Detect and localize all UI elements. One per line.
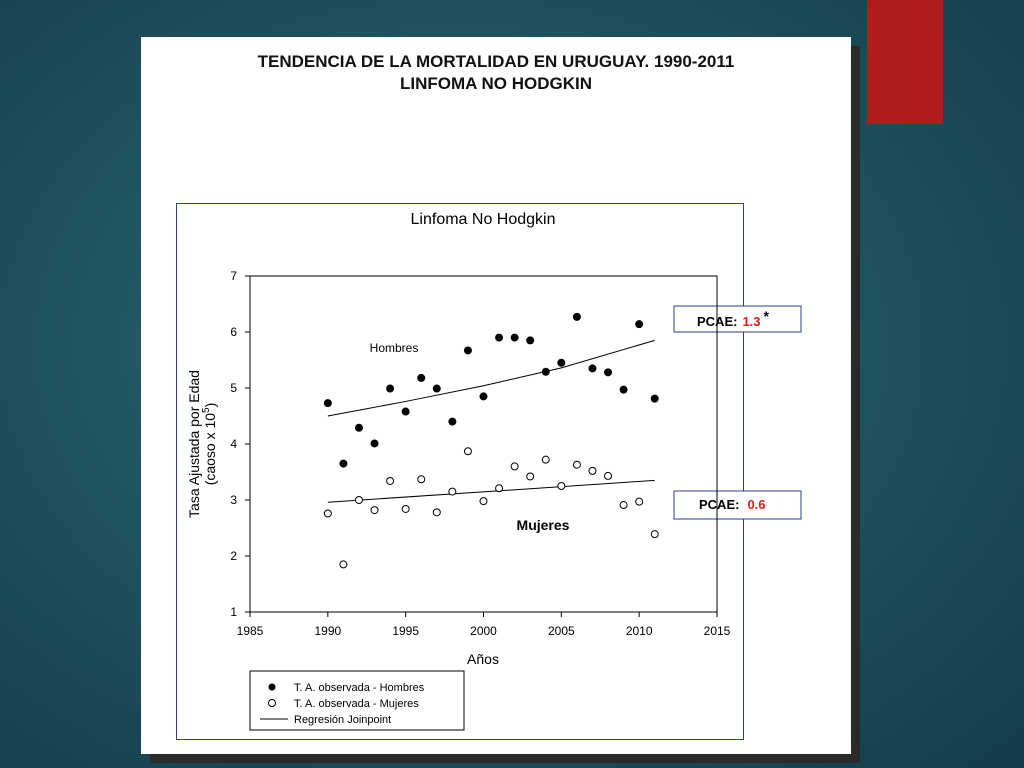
mujeres-point: [573, 461, 580, 468]
mujeres-point: [558, 483, 565, 490]
hombres-point: [464, 347, 471, 354]
pcae-mujeres-value: 0.6: [747, 497, 766, 512]
y-axis-label-line-2: [201, 403, 218, 486]
x-tick-label: 2000: [470, 624, 497, 638]
legend-regression-label: Regresión Joinpoint: [294, 714, 392, 726]
pcae-hombres-box: [674, 306, 801, 332]
hombres-point: [449, 418, 456, 425]
mujeres-point: [589, 467, 596, 474]
mujeres-point: [620, 502, 627, 509]
x-tick-label: 1985: [236, 624, 264, 638]
pcae-hombres-prefix: PCAE:: [697, 314, 738, 329]
plot-area: [250, 276, 717, 612]
mujeres-point: [340, 561, 347, 568]
hombres-point: [418, 374, 425, 381]
legend-mujeres-label: T. A. observada - Mujeres: [294, 698, 419, 710]
y-tick-label: 2: [230, 549, 237, 563]
y-tick-label: 3: [230, 493, 237, 507]
hombres-point: [651, 395, 658, 402]
hombres-point: [573, 313, 580, 320]
mujeres-point: [418, 476, 425, 483]
x-tick-label: 2015: [703, 624, 731, 638]
hombres-point: [558, 359, 565, 366]
hombres-point: [402, 408, 409, 415]
mujeres-point: [542, 456, 549, 463]
y-axis-label-prefix: (caoso x 10: [202, 412, 218, 486]
hombres-point: [355, 424, 362, 431]
mujeres-point: [324, 510, 331, 517]
pcae-mujeres-prefix: PCAE:: [699, 497, 740, 512]
mujeres-point: [387, 477, 394, 484]
hombres-point: [527, 337, 534, 344]
x-axis-label: Años: [467, 651, 499, 667]
legend-hombres-label: T. A. observada - Hombres: [294, 682, 425, 694]
x-tick-label: 1995: [392, 624, 420, 638]
slide-title-line-1: TENDENCIA DE LA MORTALIDAD EN URUGUAY. 1990-2011: [257, 52, 735, 71]
y-tick-label: 7: [230, 269, 237, 283]
hombres-point: [620, 386, 627, 393]
pcae-mujeres-text: [699, 497, 766, 512]
mujeres-point: [402, 505, 409, 512]
hombres-point: [433, 385, 440, 392]
y-axis-label-sup: 5: [201, 407, 212, 413]
mujeres-point: [527, 473, 534, 480]
mujeres-point: [464, 448, 471, 455]
hombres-point: [324, 400, 331, 407]
mujeres-point: [636, 498, 643, 505]
mujeres-point: [371, 507, 378, 514]
mujeres-point: [449, 488, 456, 495]
pcae-hombres-value: 1.3: [742, 314, 761, 329]
hombres-point: [511, 334, 518, 341]
mujeres-point: [355, 497, 362, 504]
pcae-hombres-mark: *: [763, 308, 769, 324]
hombres-point: [371, 440, 378, 447]
y-axis-label-line-1: Tasa Ajustada por Edad: [186, 370, 202, 518]
mujeres-point: [480, 498, 487, 505]
hombres-point: [480, 393, 487, 400]
hombres-point: [496, 334, 503, 341]
mujeres-point: [651, 531, 658, 538]
x-tick-label: 1990: [314, 624, 342, 638]
hombres-label: Hombres: [369, 341, 419, 355]
slide-title-line-2: LINFOMA NO HODGKIN: [399, 74, 593, 93]
hombres-point: [340, 460, 347, 467]
chart-title: Linfoma No Hodgkin: [410, 211, 556, 228]
hombres-point: [387, 385, 394, 392]
mujeres-point: [605, 472, 612, 479]
hombres-point: [542, 368, 549, 375]
mujeres-point: [496, 485, 503, 492]
legend-mujeres-marker: [269, 700, 276, 707]
regression-line-mujeres: [328, 480, 655, 502]
x-tick-label: 2005: [547, 624, 575, 638]
x-tick-label: 2010: [625, 624, 653, 638]
legend-hombres-marker: [269, 684, 276, 691]
y-tick-label: 6: [230, 325, 237, 339]
mujeres-label: Mujeres: [516, 517, 570, 533]
y-tick-label: 5: [230, 381, 237, 395]
y-axis-label: [186, 370, 218, 518]
y-tick-label: 4: [230, 437, 237, 451]
mujeres-point: [511, 463, 518, 470]
mujeres-point: [433, 509, 440, 516]
y-tick-label: 1: [230, 605, 237, 619]
hombres-point: [636, 321, 643, 328]
y-axis-label-suffix: ): [202, 402, 218, 408]
hombres-point: [589, 365, 596, 372]
hombres-point: [605, 369, 612, 376]
